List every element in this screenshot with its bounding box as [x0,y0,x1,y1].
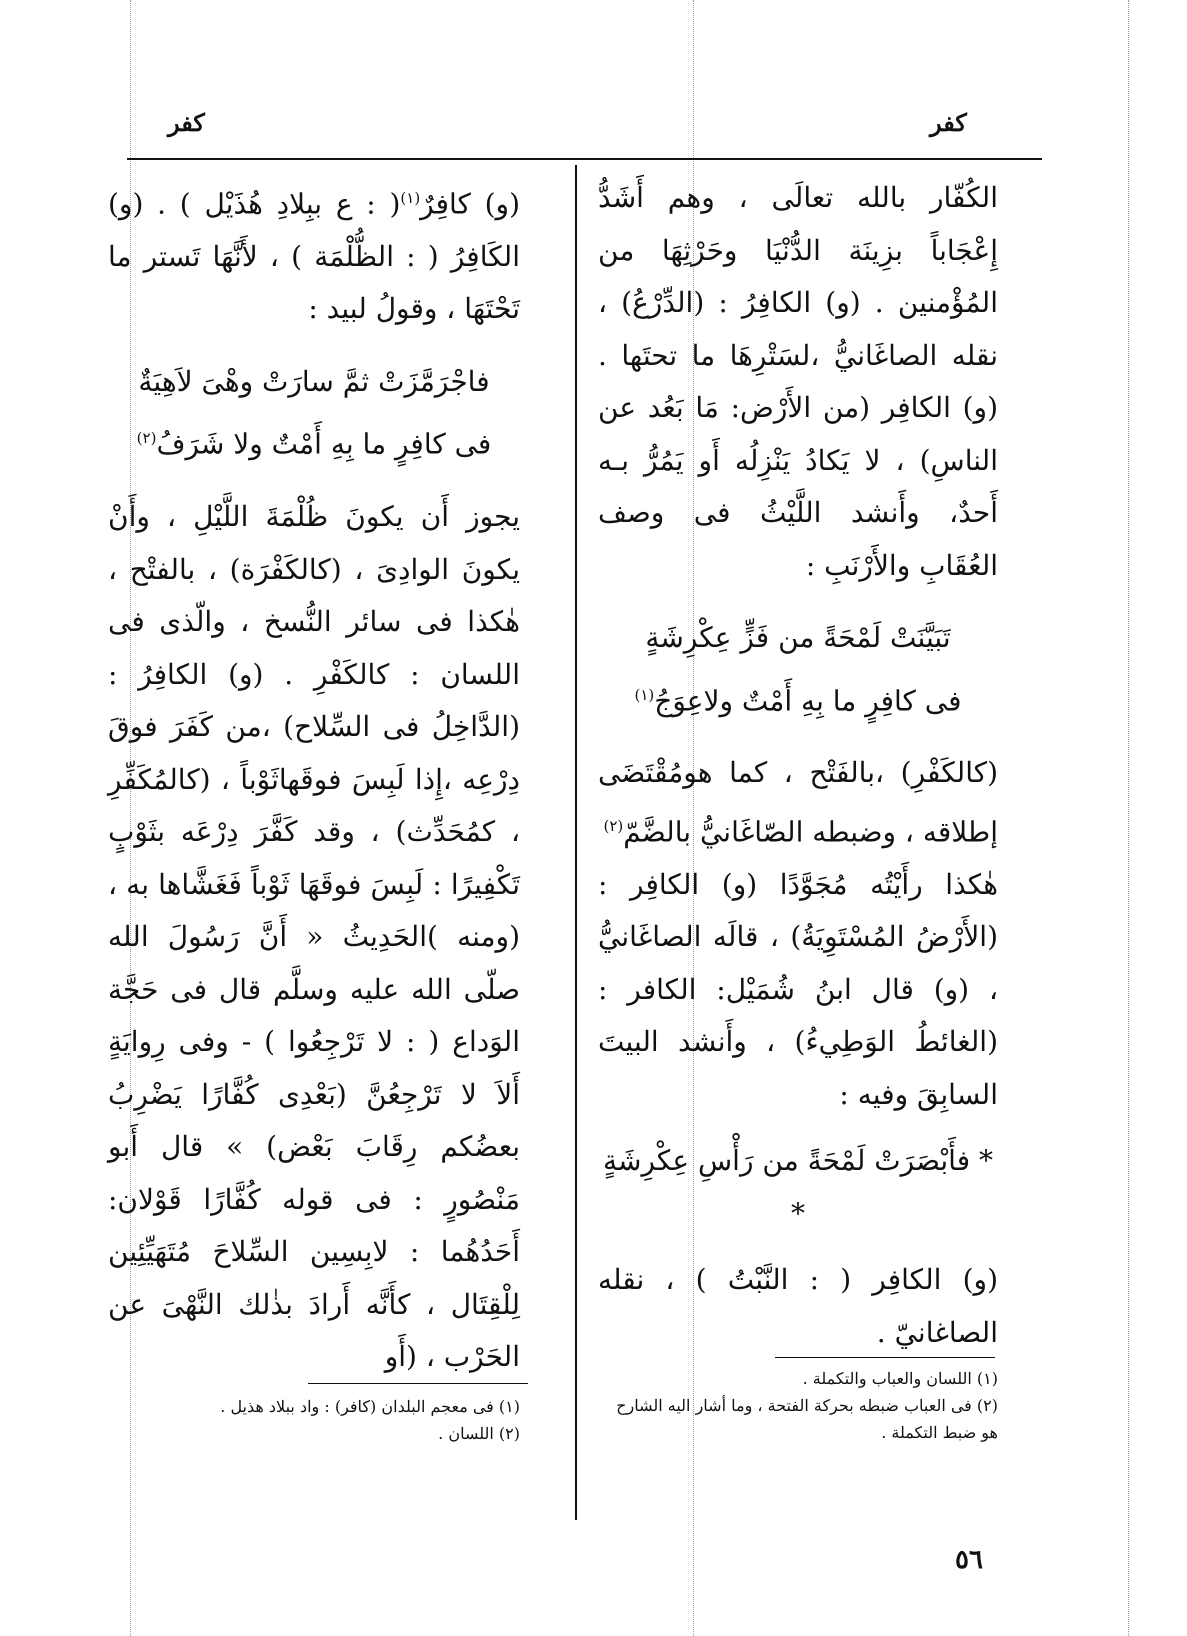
left-paragraph-1-text: ( : ع ببِلادِ هُذَيْل ) . (و) الكَافِرُ ( : الظُّلْمَة ) ، لأَنَّهَا تَستر ما تَحْتَهَا ، وقولُ لبيد : [108,187,520,326]
right-footnote-1: (١) اللسان والعباب والتكملة . [802,1369,998,1388]
left-verse-line-2 [108,412,520,471]
left-footnotes [140,1393,520,1447]
right-paragraph-3: هٰكذا رأَيْتُه مُجَوَّدًا (و) الكافِر : (الأَرْضُ المُسْتَوِيَةُ) ، قالَه الصاغَانيُّ ، (و) قال ابنُ شُمَيْل: الكافر : (الغائطُ الوَطِيءُ) ، وأَنشد البيتَ السابِقَ وفيه : [598,867,998,1111]
left-paragraph-1 [108,172,520,336]
right-paragraph-4: (و) الكافِر ( : النَّبْتُ ) ، نقله الصاغانيّ . [598,1263,998,1349]
left-verse-line-1: فاجْرَمَّزَتْ ثمَّ سارَتْ وهْىَ لاَهِيَةٌ [138,364,490,398]
right-verse-line-1: تَبَيَّنَتْ لَمْحَةً من فَزٍّ عِكْرِشَةٍ [645,621,951,654]
right-paragraph-2 [598,747,998,858]
scan-dotted-line-right [1128,0,1129,1636]
header-right-word: كفر [930,108,967,137]
right-verse-line-2-text: فى كافِرٍ ما بِهِ أَمْتٌ ولاعِوَجُ [654,683,962,717]
left-paragraph-2: يجوز أَن يكونَ ظُلْمَةَ اللَّيْلِ ، وأَنْ يكونَ الوادِىَ ، (كالكَفْرَة) ، بالفتْح ، هٰكذا فى سائر النُّسخ ، والّذى فى اللسان : كالكَفْرِ . (و) الكافِرُ : (الدَّاخِلُ فى السِّلاح) ،من كَفَرَ فوقَ دِرْعِه ،إِذا لَبِسَ فوقَهاثَوْباً ، (كالمُكَفِّرِ ، كمُحَدِّث) ، وقد كَفَّرَ دِرْعَه بثَوْبٍ تَكْفِيرًا : لَبِسَ فوقَهَا ثَوْباً فَغَشَّاها به ، (ومنه )الحَدِيثُ « أَنَّ رَسُولَ الله صلّى الله عليه وسلَّم قال فى حَجَّة الوَداع ( : لا تَرْجِعُوا ) - وفى رِوايَةٍ أَلاَ لا تَرْجِعُنَّ (بَعْدِى كُفَّارًا يَضْرِبُ بعضُكم رِقَابَ بَعْض) » قال أَبو مَنْصُورٍ : فى قوله كُفَّارًا قَوْلان: أَحَدُهُما : لابِسِين السِّلاحَ مُتَهَيِّئِين لِلْقِتَال ، كأَنَّه أَرادَ بذٰلك النَّهْىَ عن الحَرْب ، (أَو [108,500,520,1374]
page-number: ٥٦ [955,1545,983,1575]
left-footnote-1: (١) فى معجم البلدان (كافر) : واد ببلاد هذيل . [220,1397,520,1416]
right-paragraph-2-text: (كالكَفْرِ) ،بالفَتْح ، كما هومُقْتَضَى إطلاقه ، وضبطه الصّاغَانيُّ بالضَّمّ [598,756,998,849]
right-footnote-2: (٢) فى العباب ضبطه بحركة الفتحة ، وما أشار اليه الشارح هو ضبط التكملة . [616,1396,998,1442]
right-footnotes [598,1365,998,1446]
right-single-verse: * فأَبْصَرَتْ لَمْحَةً من رَأْسِ عِكْرِشَةٍ * [603,1144,993,1230]
left-footnote-2: (٢) اللسان . [438,1424,520,1443]
footnote-marker: (٢) [136,429,157,448]
column-divider [575,165,577,1520]
left-column [108,172,520,1384]
footnote-marker: (٢) [603,816,624,835]
left-paragraph-1-lead: (و) كافِرٌ [420,187,520,221]
right-column [598,172,998,1359]
footnote-marker: (١) [400,189,421,207]
left-verse-line-2-text: فى كافِرٍ ما بِهِ أَمْتٌ ولا شَرَفُ [156,427,492,461]
right-paragraph-1: الكُفّار بالله تعالَى ، وهم أَشَدُّ إِعْجَاباً بزِينَة الدُّنْيَا وحَرْثِهَا من المُؤْمنين . (و) الكافِرُ : (الدِّرْعُ) ، نقله الصاغَانيُّ ،لسَتْرِهَا ما تحتَها . (و) الكافِر (من الأَرْض: مَا بَعُد عن الناسِ) ، لا يَكادُ يَنْزِلُه أَو يَمُرُّ بـه أَحدٌ، وأَنشد اللَّيْثُ فى وصف العُقَابِ والأَرْنَبِ : [598,181,998,582]
right-verse-line-2 [598,669,998,728]
footnote-marker: (١) [634,685,655,704]
left-footnote-rule [308,1383,528,1384]
right-footnote-rule [775,1357,995,1358]
header-rule [127,158,1042,160]
header-left-word: كفر [168,108,205,137]
